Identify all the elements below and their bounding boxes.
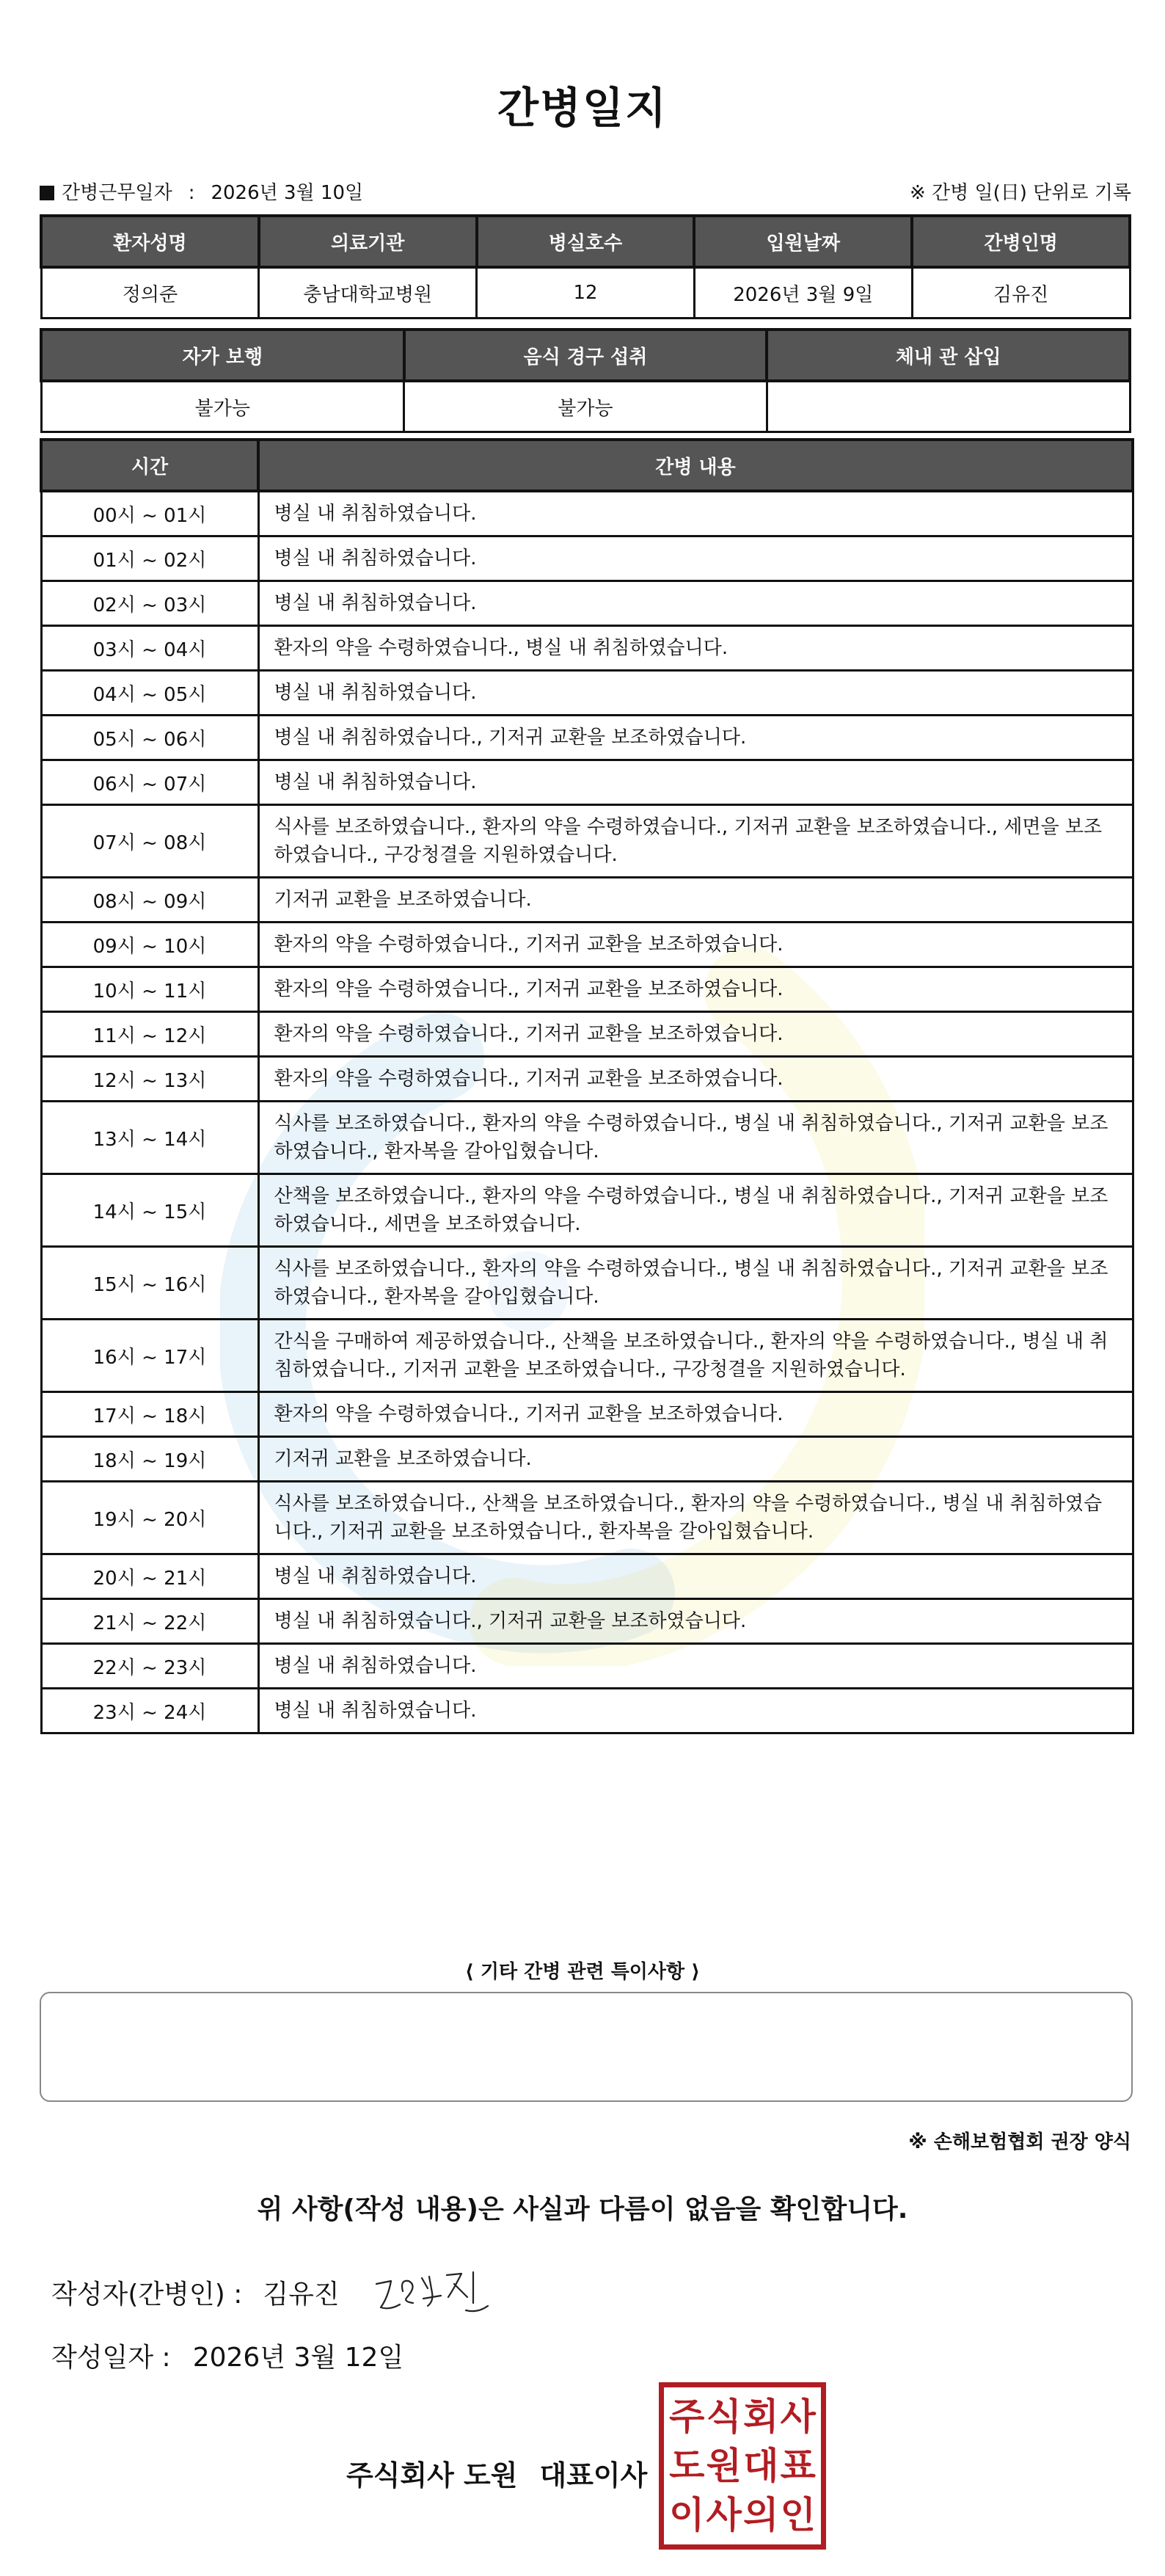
log-time-cell: 19시 ~ 20시 (41, 1482, 258, 1554)
caregiver-name-value: 김유진 (912, 267, 1130, 319)
header-time: 시간 (41, 440, 258, 491)
log-time-cell: 20시 ~ 21시 (41, 1554, 258, 1599)
duty-date-value: 2026년 3월 10일 (211, 182, 364, 204)
log-content-cell: 병실 내 취침하였습니다. (258, 536, 1133, 581)
table-row (41, 1174, 1133, 1247)
table-row (41, 716, 1133, 760)
log-content-cell: 환자의 약을 수령하였습니다., 기저귀 교환을 보조하였습니다. (258, 967, 1133, 1012)
header-care-content: 간병 내용 (258, 440, 1133, 491)
table-row (41, 1599, 1133, 1644)
writer-label: 작성자(간병인) : (51, 2280, 243, 2310)
table-row (41, 491, 1133, 536)
care-log-body (41, 491, 1133, 1733)
log-content-cell: 기저귀 교환을 보조하였습니다. (258, 1437, 1133, 1482)
table-row (41, 626, 1133, 671)
seal-character: 원 (706, 2444, 742, 2487)
header-oral-intake: 음식 경구 섭취 (404, 330, 767, 381)
care-log-header-row (41, 440, 1133, 491)
writer-line (51, 2274, 340, 2311)
table-row (41, 1482, 1133, 1554)
special-notes-box (40, 1992, 1133, 2102)
log-time-cell: 15시 ~ 16시 (41, 1247, 258, 1320)
log-time-cell: 03시 ~ 04시 (41, 626, 258, 671)
seal-character: 식 (706, 2395, 742, 2438)
log-time-cell: 16시 ~ 17시 (41, 1320, 258, 1392)
header-tube-insertion: 체내 관 삽입 (767, 330, 1130, 381)
log-time-cell: 12시 ~ 13시 (41, 1057, 258, 1102)
room-number-value: 12 (477, 267, 695, 319)
admission-date-value: 2026년 3월 9일 (694, 267, 912, 319)
confirmation-statement: 위 사항(작성 내용)은 사실과 다름이 없음을 확인합니다. (257, 2194, 908, 2224)
table-row (41, 1247, 1133, 1320)
header-hospital: 의료기관 (259, 216, 477, 267)
log-content-cell: 병실 내 취침하였습니다. (258, 1554, 1133, 1599)
log-time-cell: 13시 ~ 14시 (41, 1102, 258, 1174)
seal-character: 회 (743, 2395, 779, 2438)
duty-date-label: 간병근무일자 (62, 182, 172, 204)
seal-character: 인 (780, 2494, 816, 2537)
table-row (41, 671, 1133, 716)
company-signature-line (346, 2453, 647, 2493)
handwritten-signature (370, 2259, 495, 2325)
header-admission-date: 입원날짜 (694, 216, 912, 267)
table-row (41, 1689, 1133, 1733)
log-content-cell: 병실 내 취침하였습니다. (258, 760, 1133, 805)
log-time-cell: 07시 ~ 08시 (41, 805, 258, 878)
patient-status-value-row (41, 381, 1130, 432)
log-content-cell: 환자의 약을 수령하였습니다., 기저귀 교환을 보조하였습니다. (258, 1057, 1133, 1102)
log-content-cell: 기저귀 교환을 보조하였습니다. (258, 878, 1133, 923)
oral-intake-value: 불가능 (404, 381, 767, 432)
table-row (41, 1554, 1133, 1599)
log-content-cell: 병실 내 취침하였습니다. (258, 671, 1133, 716)
log-time-cell: 01시 ~ 02시 (41, 536, 258, 581)
tube-insertion-value (767, 381, 1130, 432)
table-row (41, 1057, 1133, 1102)
log-content-cell: 식사를 보조하였습니다., 환자의 약을 수령하였습니다., 병실 내 취침하였습니다., 기저귀 교환을 보조하였습니다., 환자복을 갈아입혔습니다. (258, 1102, 1133, 1174)
table-row (41, 1320, 1133, 1392)
square-bullet-icon (40, 186, 54, 200)
log-content-cell: 병실 내 취침하였습니다. (258, 1644, 1133, 1689)
log-content-cell: 병실 내 취침하였습니다. (258, 1689, 1133, 1733)
log-time-cell: 11시 ~ 12시 (41, 1012, 258, 1057)
table-row (41, 1102, 1133, 1174)
patient-status-header-row (41, 330, 1130, 381)
header-self-walking: 자가 보행 (41, 330, 404, 381)
seal-character: 표 (780, 2444, 816, 2487)
page-title: 간병일지 (497, 83, 668, 133)
patient-name-value: 정의준 (41, 267, 259, 319)
log-time-cell: 18시 ~ 19시 (41, 1437, 258, 1482)
log-time-cell: 05시 ~ 06시 (41, 716, 258, 760)
log-time-cell: 14시 ~ 15시 (41, 1174, 258, 1247)
log-content-cell: 산책을 보조하였습니다., 환자의 약을 수령하였습니다., 병실 내 취침하였습니다., 기저귀 교환을 보조하였습니다., 세면을 보조하였습니다. (258, 1174, 1133, 1247)
record-unit-note: ※ 간병 일(日) 단위로 기록 (909, 182, 1131, 204)
writer-name: 김유진 (263, 2280, 340, 2310)
table-row (41, 1012, 1133, 1057)
log-time-cell: 23시 ~ 24시 (41, 1689, 258, 1733)
log-time-cell: 10시 ~ 11시 (41, 967, 258, 1012)
log-time-cell: 04시 ~ 05시 (41, 671, 258, 716)
care-log-table (40, 438, 1134, 1734)
seal-character: 도 (669, 2444, 705, 2487)
written-date-line (51, 2337, 403, 2374)
company-name: 주식회사 도원 (346, 2459, 518, 2492)
log-content-cell: 병실 내 취침하였습니다., 기저귀 교환을 보조하였습니다. (258, 716, 1133, 760)
patient-status-table (40, 328, 1131, 433)
table-row (41, 878, 1133, 923)
log-time-cell: 06시 ~ 07시 (41, 760, 258, 805)
log-time-cell: 17시 ~ 18시 (41, 1392, 258, 1437)
log-content-cell: 식사를 보조하였습니다., 환자의 약을 수령하였습니다., 기저귀 교환을 보조하였습니다., 세면을 보조하였습니다., 구강청결을 지원하였습니다. (258, 805, 1133, 878)
table-row (41, 1392, 1133, 1437)
self-walking-value: 불가능 (41, 381, 404, 432)
log-content-cell: 간식을 구매하여 제공하였습니다., 산책을 보조하였습니다., 환자의 약을 수령하였습니다., 병실 내 취침하였습니다., 기저귀 교환을 보조하였습니다., 구강청결을 지원하였습니다. (258, 1320, 1133, 1392)
log-time-cell: 22시 ~ 23시 (41, 1644, 258, 1689)
recommended-form-note: ※ 손해보험협회 권장 양식 (908, 2131, 1131, 2153)
company-seal-stamp (659, 2382, 826, 2550)
table-row (41, 760, 1133, 805)
header-patient-name: 환자성명 (41, 216, 259, 267)
log-content-cell: 환자의 약을 수령하였습니다., 기저귀 교환을 보조하였습니다. (258, 1012, 1133, 1057)
seal-character: 사 (706, 2494, 742, 2537)
header-room-number: 병실호수 (477, 216, 695, 267)
log-content-cell: 식사를 보조하였습니다., 산책을 보조하였습니다., 환자의 약을 수령하였습니다., 병실 내 취침하였습니다., 기저귀 교환을 보조하였습니다., 환자복을 갈아입혔습니다. (258, 1482, 1133, 1554)
log-time-cell: 08시 ~ 09시 (41, 878, 258, 923)
table-row (41, 1437, 1133, 1482)
log-time-cell: 02시 ~ 03시 (41, 581, 258, 626)
patient-info-table (40, 214, 1131, 319)
seal-character: 주 (669, 2395, 705, 2438)
table-row (41, 536, 1133, 581)
patient-info-value-row (41, 267, 1130, 319)
written-date-value: 2026년 3월 12일 (192, 2343, 404, 2373)
log-time-cell: 09시 ~ 10시 (41, 923, 258, 967)
table-row (41, 967, 1133, 1012)
seal-character: 사 (780, 2395, 816, 2438)
log-content-cell: 식사를 보조하였습니다., 환자의 약을 수령하였습니다., 병실 내 취침하였습니다., 기저귀 교환을 보조하였습니다., 환자복을 갈아입혔습니다. (258, 1247, 1133, 1320)
hospital-value: 충남대학교병원 (259, 267, 477, 319)
seal-character: 의 (743, 2494, 779, 2537)
log-content-cell: 환자의 약을 수령하였습니다., 기저귀 교환을 보조하였습니다. (258, 1392, 1133, 1437)
company-representative: 대표이사 (539, 2459, 648, 2492)
log-time-cell: 21시 ~ 22시 (41, 1599, 258, 1644)
duty-date-line (40, 178, 363, 205)
duty-date-colon: : (188, 182, 195, 204)
table-row (41, 923, 1133, 967)
table-row (41, 581, 1133, 626)
log-content-cell: 환자의 약을 수령하였습니다., 기저귀 교환을 보조하였습니다. (258, 923, 1133, 967)
table-row (41, 1644, 1133, 1689)
header-caregiver-name: 간병인명 (912, 216, 1130, 267)
patient-info-header-row (41, 216, 1130, 267)
log-content-cell: 병실 내 취침하였습니다., 기저귀 교환을 보조하였습니다. (258, 1599, 1133, 1644)
seal-character: 대 (743, 2444, 779, 2487)
log-time-cell: 00시 ~ 01시 (41, 491, 258, 536)
table-row (41, 805, 1133, 878)
log-content-cell: 병실 내 취침하였습니다. (258, 581, 1133, 626)
log-content-cell: 병실 내 취침하였습니다. (258, 491, 1133, 536)
written-date-label: 작성일자 : (51, 2343, 171, 2373)
special-notes-title: ⟨ 기타 간병 관련 특이사항 ⟩ (464, 1961, 701, 1983)
log-content-cell: 환자의 약을 수령하였습니다., 병실 내 취침하였습니다. (258, 626, 1133, 671)
seal-character: 이 (669, 2494, 705, 2537)
